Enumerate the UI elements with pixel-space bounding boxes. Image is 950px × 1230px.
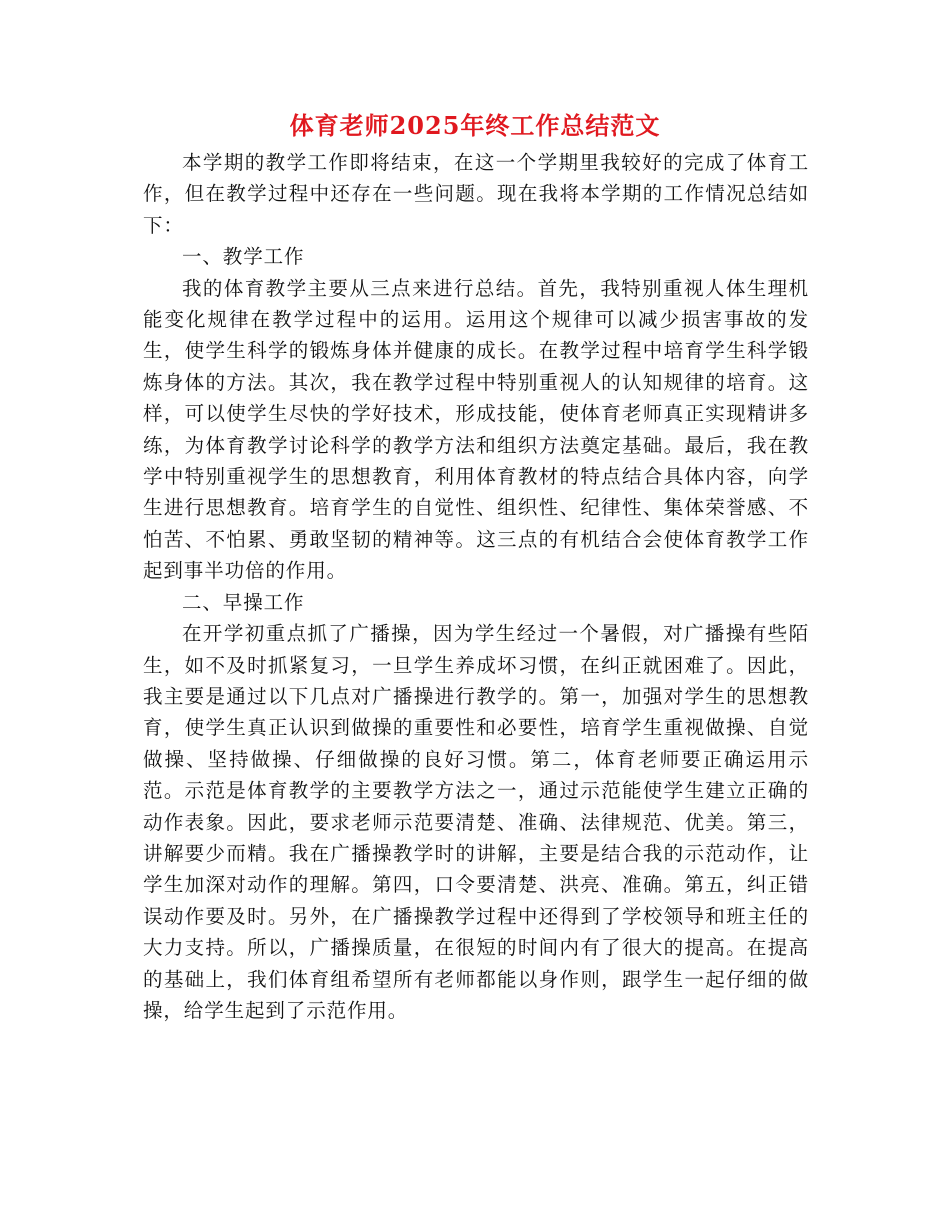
morning-exercise-paragraph: 在开学初重点抓了广播操，因为学生经过一个暑假，对广播操有些陌生，如不及时抓紧复习，一旦学生养成坏习惯，在纠正就困难了。因此，我主要是通过以下几点对广播操进行教学的。第一，加强对学生的思想教育，使学生真正认识到做操的重要性和必要性，培育学生重视做操、自觉做操、坚持做操、仔细做操的良好习惯。第二，体育老师要正确运用示范。示范是体育教学的主要教学方法之一，通过示范能使学生建立正确的动作表象。因此，要求老师示范要清楚、准确、法律规范、优美。第三，讲解要少而精。我在广播操教学时的讲解，主要是结合我的示范动作，让学生加深对动作的理解。第四，口令要清楚、洪亮、准确。第五，纠正错误动作要及时。另外，在广播操教学过程中还得到了学校领导和班主任的大力支持。所以，广播操质量，在很短的时间内有了很大的提高。在提高的基础上，我们体育组希望所有老师都能以身作则，跟学生一起仔细的做操，给学生起到了示范作用。 xyxy=(143,622,809,1022)
document-title: 体育老师2025年终工作总结范文 xyxy=(289,111,661,140)
intro-paragraph: 本学期的教学工作即将结束，在这一个学期里我较好的完成了体育工作，但在教学过程中还存在一些问题。现在我将本学期的工作情况总结如下： xyxy=(143,151,809,237)
document-body xyxy=(143,147,809,1026)
section-heading-morning-exercise: 二、早操工作 xyxy=(182,590,305,614)
teaching-paragraph: 我的体育教学主要从三点来进行总结。首先，我特别重视人体生理机能变化规律在教学过程中的运用。运用这个规律可以减少损害事故的发生，使学生科学的锻炼身体并健康的成长。在教学过程中培育学生科学锻炼身体的方法。其次，我在教学过程中特别重视人的认知规律的培育。这样，可以使学生尽快的学好技术，形成技能，使体育老师真正实现精讲多练，为体育教学讨论科学的教学方法和组织方法奠定基础。最后，我在教学中特别重视学生的思想教育，利用体育教材的特点结合具体内容，向学生进行思想教育。培育学生的自觉性、组织性、纪律性、集体荣誉感、不怕苦、不怕累、勇敢坚韧的精神等。这三点的有机结合会使体育教学工作起到事半功倍的作用。 xyxy=(143,276,809,583)
section-heading-teaching: 一、教学工作 xyxy=(182,245,305,269)
